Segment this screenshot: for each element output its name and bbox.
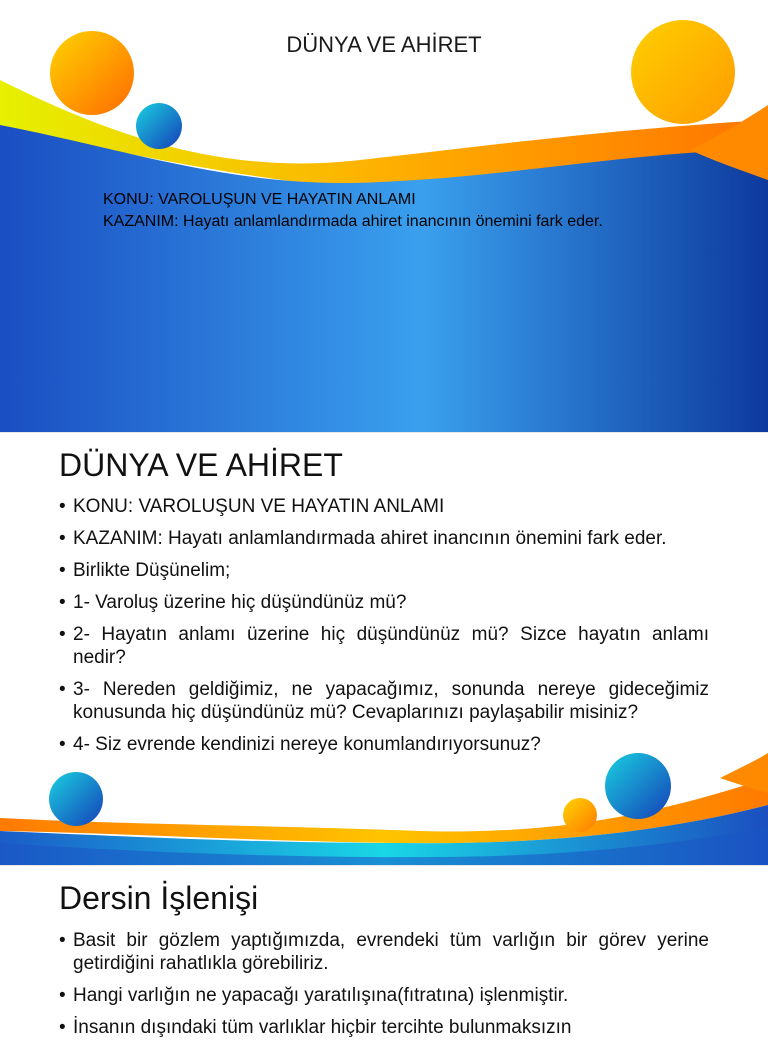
kazanim-line: KAZANIM: Hayatı anlamlandırmada ahiret inancının önemini fark eder. — [103, 213, 603, 230]
bullet-list — [59, 929, 709, 1048]
konu-line: KONU: VAROLUŞUN VE HAYATIN ANLAMI — [103, 191, 416, 208]
list-item: • 4- Siz evrende kendinizi nereye konumlandırıyorsunuz? — [59, 733, 709, 756]
blue-circle-decoration — [49, 772, 103, 826]
slide-title: Dersin İşlenişi — [59, 880, 259, 916]
list-item: • Basit bir gözlem yaptığımızda, evrendeki tüm varlığın bir görev yerine getirdiğini rahatlıkla görebiliriz. — [59, 929, 709, 975]
list-item: • KAZANIM: Hayatı anlamlandırmada ahiret inancının önemini fark eder. — [59, 527, 709, 550]
slide-title: DÜNYA VE AHİRET — [286, 32, 482, 57]
list-item: • Birlikte Düşünelim; — [59, 559, 709, 582]
content-slide — [0, 433, 768, 865]
list-item: • 3- Nereden geldiğimiz, ne yapacağımız, sonunda nereye gideceğimiz konusunda hiç düşündünüz mü? Cevaplarınızı paylaşabilir misiniz? — [59, 678, 709, 724]
list-item: • KONU: VAROLUŞUN VE HAYATIN ANLAMI — [59, 495, 709, 518]
lesson-slide — [0, 866, 768, 1038]
list-item: • Hangi varlığın ne yapacağı yaratılışına(fıtratına) işlenmiştir. — [59, 984, 709, 1007]
list-item: • İnsanın dışındaki tüm varlıklar hiçbir tercihte bulunmaksızın — [59, 1016, 709, 1039]
list-item: • 2- Hayatın anlamı üzerine hiç düşündünüz mü? Sizce hayatın anlamı nedir? — [59, 623, 709, 669]
orange-circle-decoration — [563, 798, 597, 832]
slide-title: DÜNYA VE AHİRET — [59, 447, 343, 483]
title-slide — [0, 0, 768, 432]
list-item: • 1- Varoluş üzerine hiç düşündünüz mü? — [59, 591, 709, 614]
slide-subtitle-text — [103, 190, 666, 234]
bullet-list — [59, 495, 709, 765]
blue-circle-decoration — [136, 103, 182, 149]
